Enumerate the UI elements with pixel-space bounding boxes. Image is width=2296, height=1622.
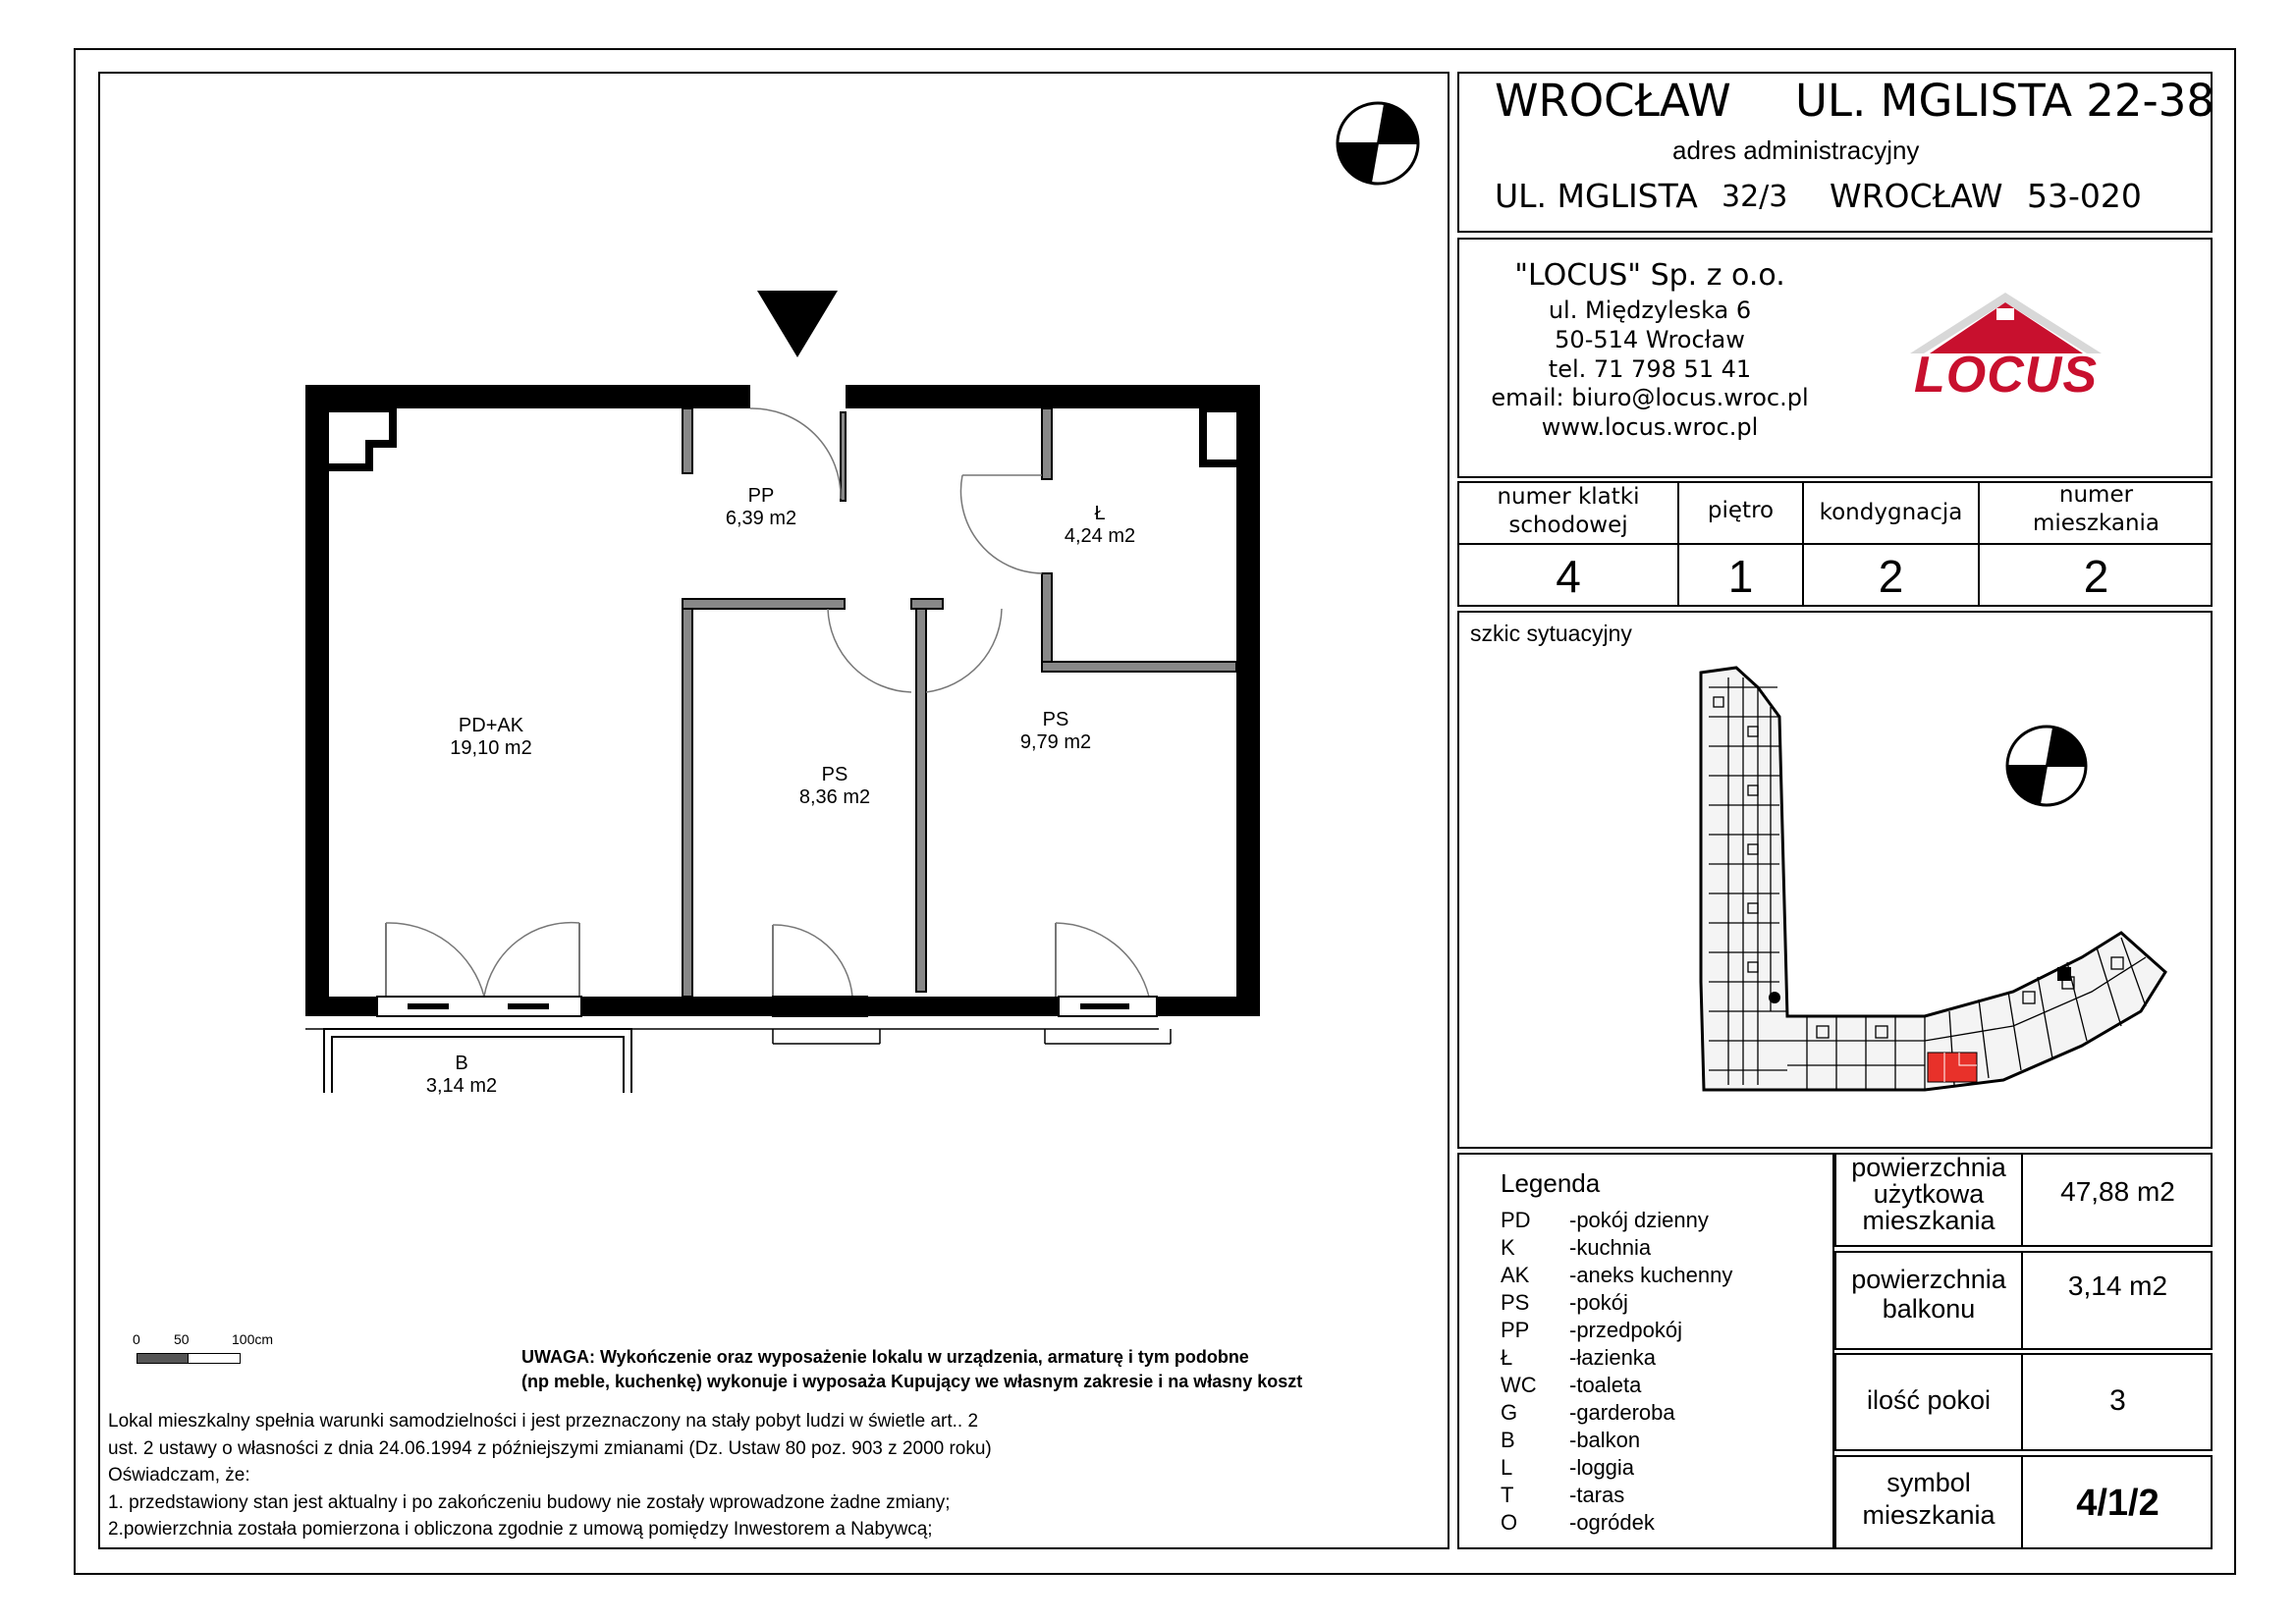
company-street: ul. Międzyleska 6 xyxy=(1548,297,1752,324)
floor-plan xyxy=(98,72,1449,1093)
locus-logo xyxy=(1900,285,2111,412)
table-value: 2 xyxy=(2083,551,2109,602)
summary-label: ilość pokoi xyxy=(1866,1385,1992,1415)
admin-street: UL. MGLISTA xyxy=(1495,177,1698,215)
site-plan-drawing xyxy=(1669,658,2190,1119)
company-www: www.locus.wroc.pl xyxy=(1541,413,1759,441)
legend-list: PD -pokój dzienny K -kuchnia AK -aneks kuchenny PS -pokój PP -przedpokój Ł -łazienka WC -toaleta G -garderoba B -balkon L -loggia T -taras O -ogródek xyxy=(1501,1208,1733,1535)
summary-label: powierzchnia użytkowa mieszkania xyxy=(1851,1153,2006,1235)
table-value: 4 xyxy=(1556,551,1581,602)
room-label: PP 6,39 m2 xyxy=(725,485,797,529)
admin-postcode: 53-020 xyxy=(2027,177,2142,215)
summary-value: 47,88 m2 xyxy=(2060,1176,2175,1207)
notice-line: UWAGA: Wykończenie oraz wyposażenie lokalu w urządzenia, armaturę i tym podobne xyxy=(521,1347,1249,1367)
table-value: 2 xyxy=(1878,551,1904,602)
scale-tick-label: 100cm xyxy=(232,1331,274,1347)
summary-value: 3 xyxy=(2109,1384,2126,1417)
legend-title: Legenda xyxy=(1501,1168,1601,1198)
admin-city: WROCŁAW xyxy=(1830,177,2003,215)
room-label: PD+AK 19,10 m2 xyxy=(450,715,532,759)
declaration-line: Oświadczam, że: xyxy=(108,1465,250,1486)
declaration-line: 2.powierzchnia została pomierzona i obliczona zgodnie z umową pomiędzy Inwestorem a Nabywcą; xyxy=(108,1519,933,1540)
scale-tick-label: 50 xyxy=(174,1331,190,1347)
north-arrow-icon xyxy=(2007,727,2086,805)
admin-label: adres administracyjny xyxy=(1672,135,1920,165)
room-label: PS 9,79 m2 xyxy=(1019,709,1092,753)
table-header: numer mieszkania xyxy=(2032,482,2160,536)
summary-value: 3,14 m2 xyxy=(2067,1271,2168,1301)
room-label: Ł 4,24 m2 xyxy=(1064,503,1136,547)
declaration xyxy=(108,1408,992,1543)
table-header: numer klatki schodowej xyxy=(1497,484,1640,538)
notice-line: (np meble, kuchenkę) wykonuje i wyposaża Kupujący we własnym zakresie i na własny koszt xyxy=(521,1372,1303,1391)
declaration-line: 1. przedstawiony stan jest aktualny i po zakończeniu budowy nie zostały wprowadzone żadne zmiany; xyxy=(108,1491,951,1513)
room-label: B 3,14 m2 xyxy=(425,1053,498,1097)
company-email: email: biuro@locus.wroc.pl xyxy=(1491,384,1809,411)
admin-number: 32/3 xyxy=(1722,180,1788,214)
symbol-value: 4/1/2 xyxy=(2076,1483,2159,1524)
table-value: 1 xyxy=(1727,551,1754,602)
table-header: piętro xyxy=(1707,498,1775,523)
scale-tick-label: 0 xyxy=(133,1331,140,1347)
declaration-line: ust. 2 ustawy o własności z dnia 24.06.1994 z późniejszymi zmianami (Dz. Ustaw 80 poz. 903 z 2000 roku) xyxy=(108,1437,992,1459)
site-plan-label: szkic sytuacyjny xyxy=(1470,621,1632,646)
table-header: kondygnacja xyxy=(1819,500,1963,525)
street-title: UL. MGLISTA 22-38 xyxy=(1795,75,2215,127)
scale-bar xyxy=(133,1331,274,1367)
summary-label: powierzchnia balkonu xyxy=(1851,1265,2006,1324)
summary-label: symbol mieszkania xyxy=(1862,1468,1995,1530)
declaration-line: Lokal mieszkalny spełnia warunki samodzielności i jest przeznaczony na stały pobyt ludzi w świetle art.. 2 xyxy=(108,1411,979,1432)
room-label: PS 8,36 m2 xyxy=(798,764,871,808)
entrance-marker-icon xyxy=(757,291,838,357)
north-arrow-icon xyxy=(1338,103,1418,184)
highlighted-unit xyxy=(1928,1053,1977,1082)
company-phone: tel. 71 798 51 41 xyxy=(1548,355,1752,383)
city-title: WROCŁAW xyxy=(1495,75,1731,127)
company-name: "LOCUS" Sp. z o.o. xyxy=(1514,258,1785,293)
logo-text: LOCUS xyxy=(1914,347,2098,404)
company-city: 50-514 Wrocław xyxy=(1555,326,1745,353)
